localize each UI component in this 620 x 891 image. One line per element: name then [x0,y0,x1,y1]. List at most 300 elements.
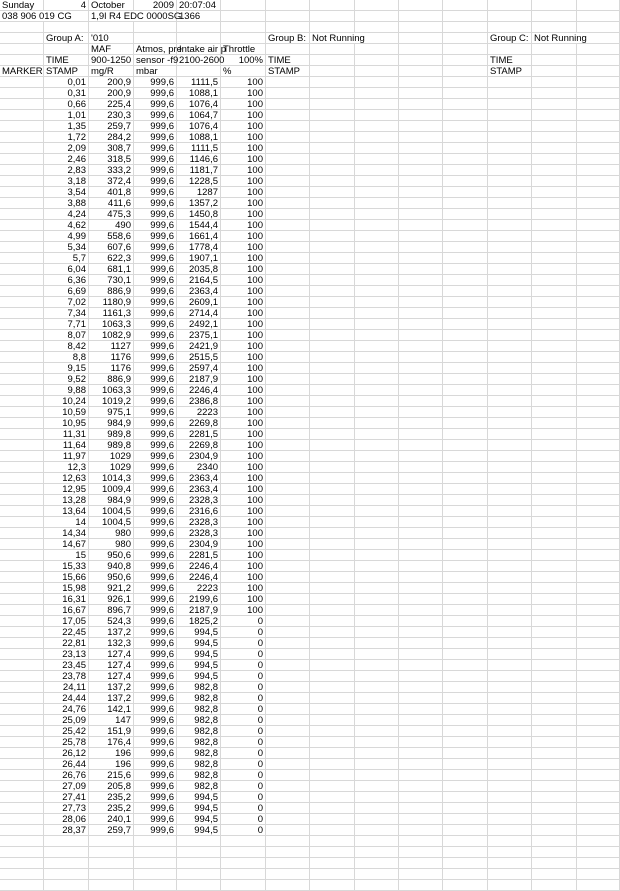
throttle-cell[interactable]: 100 [221,583,266,594]
timestamp-cell[interactable]: 5,34 [44,242,89,253]
empty-cell[interactable] [355,616,399,627]
maf-cell[interactable]: 1004,5 [89,517,134,528]
intake-range[interactable]: 2100-2600 [179,55,225,66]
empty-cell[interactable] [355,176,399,187]
empty-cell[interactable] [443,671,488,682]
empty-cell[interactable] [532,814,577,825]
empty-cell[interactable] [399,209,443,220]
timestamp-cell[interactable]: 4,24 [44,209,89,220]
atmos-cell[interactable]: 999,6 [134,374,177,385]
empty-cell[interactable] [443,154,488,165]
atmos-cell[interactable]: 999,6 [134,792,177,803]
empty-cell[interactable] [399,352,443,363]
empty-cell[interactable] [355,187,399,198]
atmos-cell[interactable]: 999,6 [134,583,177,594]
empty-cell[interactable] [443,176,488,187]
empty-cell[interactable] [355,11,399,22]
empty-cell[interactable] [532,583,577,594]
intake-cell[interactable]: 2515,5 [177,352,221,363]
marker-header[interactable]: MARKER [2,66,43,77]
atmos-cell[interactable]: 999,6 [134,99,177,110]
empty-cell[interactable] [577,583,620,594]
intake-cell[interactable]: 2714,4 [177,308,221,319]
empty-cell[interactable] [0,682,44,693]
intake-cell[interactable]: 982,8 [177,726,221,737]
empty-cell[interactable] [399,506,443,517]
empty-cell[interactable] [0,737,44,748]
timestamp-cell[interactable]: 10,59 [44,407,89,418]
empty-cell[interactable] [443,792,488,803]
maf-cell[interactable]: 886,9 [89,374,134,385]
throttle-cell[interactable]: 0 [221,726,266,737]
throttle-cell[interactable]: 100 [221,550,266,561]
throttle-cell[interactable]: 100 [221,154,266,165]
atmos-cell[interactable]: 999,6 [134,330,177,341]
empty-cell[interactable] [310,880,355,891]
atmos-cell[interactable]: 999,6 [134,220,177,231]
empty-cell[interactable] [0,792,44,803]
empty-cell[interactable] [266,330,310,341]
atmos-cell[interactable]: 999,6 [134,616,177,627]
empty-cell[interactable] [488,836,532,847]
empty-cell[interactable] [0,33,44,44]
timestamp-cell[interactable]: 15 [44,550,89,561]
empty-cell[interactable] [355,242,399,253]
empty-cell[interactable] [577,396,620,407]
atmos-cell[interactable]: 999,6 [134,825,177,836]
timestamp-cell[interactable]: 13,64 [44,506,89,517]
maf-cell[interactable]: 1029 [89,451,134,462]
empty-cell[interactable] [532,704,577,715]
atmos-cell[interactable]: 999,6 [134,88,177,99]
throttle-cell[interactable]: 100 [221,253,266,264]
empty-cell[interactable] [577,528,620,539]
maf-cell[interactable]: 176,4 [89,737,134,748]
empty-cell[interactable] [443,396,488,407]
empty-cell[interactable] [577,286,620,297]
empty-cell[interactable] [532,682,577,693]
empty-cell[interactable] [488,693,532,704]
empty-cell[interactable] [310,616,355,627]
timestamp-cell[interactable]: 5,7 [44,253,89,264]
empty-cell[interactable] [0,451,44,462]
empty-cell[interactable] [399,616,443,627]
timestamp-cell[interactable]: 23,13 [44,649,89,660]
empty-cell[interactable] [0,616,44,627]
throttle-cell[interactable]: 0 [221,693,266,704]
throttle-cell[interactable]: 100 [221,594,266,605]
empty-cell[interactable] [577,176,620,187]
empty-cell[interactable] [0,319,44,330]
empty-cell[interactable] [443,0,488,11]
empty-cell[interactable] [0,407,44,418]
empty-cell[interactable] [532,297,577,308]
throttle-cell[interactable]: 100 [221,286,266,297]
empty-cell[interactable] [577,440,620,451]
empty-cell[interactable] [355,495,399,506]
empty-cell[interactable] [310,517,355,528]
atmos-cell[interactable]: 999,6 [134,429,177,440]
maf-cell[interactable]: 259,7 [89,121,134,132]
empty-cell[interactable] [443,781,488,792]
empty-cell[interactable] [0,748,44,759]
empty-cell[interactable] [0,77,44,88]
empty-cell[interactable] [399,77,443,88]
empty-cell[interactable] [0,418,44,429]
empty-cell[interactable] [44,847,89,858]
empty-cell[interactable] [310,220,355,231]
empty-cell[interactable] [399,748,443,759]
empty-cell[interactable] [266,748,310,759]
atmos-cell[interactable]: 999,6 [134,682,177,693]
empty-cell[interactable] [266,539,310,550]
empty-cell[interactable] [577,352,620,363]
maf-cell[interactable]: 980 [89,539,134,550]
empty-cell[interactable] [577,627,620,638]
empty-cell[interactable] [399,220,443,231]
empty-cell[interactable] [266,715,310,726]
empty-cell[interactable] [532,220,577,231]
empty-cell[interactable] [310,528,355,539]
empty-cell[interactable] [399,22,443,33]
atmos-cell[interactable]: 999,6 [134,594,177,605]
atmos-cell[interactable]: 999,6 [134,660,177,671]
intake-cell[interactable]: 994,5 [177,825,221,836]
group-a-label[interactable]: Group A: [44,33,89,44]
empty-cell[interactable] [0,495,44,506]
intake-cell[interactable]: 2223 [177,407,221,418]
empty-cell[interactable] [532,198,577,209]
empty-cell[interactable] [443,462,488,473]
throttle-cell[interactable]: 100 [221,462,266,473]
empty-cell[interactable] [355,528,399,539]
empty-cell[interactable] [399,407,443,418]
empty-cell[interactable] [310,22,355,33]
timestamp-cell[interactable]: 12,63 [44,473,89,484]
throttle-cell[interactable]: 0 [221,704,266,715]
atmos-cell[interactable]: 999,6 [134,715,177,726]
empty-cell[interactable] [399,682,443,693]
empty-cell[interactable] [532,825,577,836]
empty-cell[interactable] [488,770,532,781]
empty-cell[interactable] [399,187,443,198]
intake-cell[interactable]: 994,5 [177,638,221,649]
empty-cell[interactable] [532,286,577,297]
atmos-cell[interactable]: 999,6 [134,726,177,737]
empty-cell[interactable] [399,308,443,319]
atmos-cell[interactable]: 999,6 [134,748,177,759]
empty-cell[interactable] [266,396,310,407]
empty-cell[interactable] [355,770,399,781]
empty-cell[interactable] [577,561,620,572]
atmos-cell[interactable]: 999,6 [134,572,177,583]
empty-cell[interactable] [0,308,44,319]
empty-cell[interactable] [577,462,620,473]
empty-cell[interactable] [488,704,532,715]
empty-cell[interactable] [577,825,620,836]
empty-cell[interactable] [443,407,488,418]
timestamp-cell[interactable]: 10,24 [44,396,89,407]
timestamp-cell[interactable]: 3,88 [44,198,89,209]
empty-cell[interactable] [0,528,44,539]
empty-cell[interactable] [310,385,355,396]
empty-cell[interactable] [0,22,44,33]
maf-cell[interactable]: 235,2 [89,803,134,814]
empty-cell[interactable] [488,341,532,352]
empty-cell[interactable] [399,649,443,660]
empty-cell[interactable] [0,638,44,649]
empty-cell[interactable] [399,99,443,110]
intake-cell[interactable]: 1064,7 [177,110,221,121]
empty-cell[interactable] [0,825,44,836]
empty-cell[interactable] [266,77,310,88]
maf-cell[interactable]: 127,4 [89,660,134,671]
empty-cell[interactable] [0,506,44,517]
maf-header[interactable]: MAF [89,44,134,55]
throttle-cell[interactable]: 100 [221,363,266,374]
intake-cell[interactable]: 994,5 [177,627,221,638]
empty-cell[interactable] [310,77,355,88]
empty-cell[interactable] [310,858,355,869]
empty-cell[interactable] [266,770,310,781]
empty-cell[interactable] [443,198,488,209]
empty-cell[interactable] [310,374,355,385]
empty-cell[interactable] [0,858,44,869]
maf-cell[interactable]: 1004,5 [89,506,134,517]
atmos-cell[interactable]: 999,6 [134,517,177,528]
empty-cell[interactable] [488,473,532,484]
empty-cell[interactable] [577,385,620,396]
intake-cell[interactable]: 2386,8 [177,396,221,407]
empty-cell[interactable] [355,132,399,143]
intake-cell[interactable]: 2199,6 [177,594,221,605]
empty-cell[interactable] [399,781,443,792]
empty-cell[interactable] [310,594,355,605]
empty-cell[interactable] [89,869,134,880]
empty-cell[interactable] [488,143,532,154]
empty-cell[interactable] [0,341,44,352]
empty-cell[interactable] [577,253,620,264]
intake-cell[interactable]: 1287 [177,187,221,198]
empty-cell[interactable] [488,451,532,462]
empty-cell[interactable] [0,660,44,671]
empty-cell[interactable] [44,880,89,891]
empty-cell[interactable] [488,363,532,374]
empty-cell[interactable] [443,682,488,693]
empty-cell[interactable] [310,44,355,55]
empty-cell[interactable] [399,495,443,506]
empty-cell[interactable] [443,638,488,649]
empty-cell[interactable] [577,187,620,198]
empty-cell[interactable] [443,99,488,110]
empty-cell[interactable] [399,737,443,748]
empty-cell[interactable] [355,781,399,792]
empty-cell[interactable] [0,781,44,792]
maf-cell[interactable]: 681,1 [89,264,134,275]
throttle-cell[interactable]: 100 [221,396,266,407]
empty-cell[interactable] [532,275,577,286]
intake-cell[interactable]: 1228,5 [177,176,221,187]
maf-range[interactable]: 900-1250 [89,55,134,66]
intake-cell[interactable]: 2269,8 [177,440,221,451]
empty-cell[interactable] [266,649,310,660]
empty-cell[interactable] [488,462,532,473]
timestamp-cell[interactable]: 8,8 [44,352,89,363]
empty-cell[interactable] [488,352,532,363]
empty-cell[interactable] [488,616,532,627]
empty-cell[interactable] [355,209,399,220]
atmos-cell[interactable]: 999,6 [134,407,177,418]
throttle-cell[interactable]: 100 [221,99,266,110]
empty-cell[interactable] [310,759,355,770]
empty-cell[interactable] [443,484,488,495]
empty-cell[interactable] [355,473,399,484]
empty-cell[interactable] [488,726,532,737]
empty-cell[interactable] [310,627,355,638]
empty-cell[interactable] [310,275,355,286]
empty-cell[interactable] [355,220,399,231]
empty-cell[interactable] [399,396,443,407]
timestamp-cell[interactable]: 15,33 [44,561,89,572]
atmos-cell[interactable]: 999,6 [134,341,177,352]
empty-cell[interactable] [310,462,355,473]
empty-cell[interactable] [443,594,488,605]
empty-cell[interactable] [310,55,355,66]
intake-cell[interactable]: 982,8 [177,748,221,759]
empty-cell[interactable] [532,99,577,110]
empty-cell[interactable] [310,418,355,429]
empty-cell[interactable] [355,605,399,616]
empty-cell[interactable] [577,616,620,627]
atmos-cell[interactable]: 999,6 [134,187,177,198]
empty-cell[interactable] [310,330,355,341]
empty-cell[interactable] [0,209,44,220]
empty-cell[interactable] [266,594,310,605]
atmos-cell[interactable]: 999,6 [134,803,177,814]
empty-cell[interactable] [532,363,577,374]
atmos-cell[interactable]: 999,6 [134,418,177,429]
empty-cell[interactable] [399,363,443,374]
maf-cell[interactable]: 1063,3 [89,319,134,330]
empty-cell[interactable] [399,671,443,682]
timestamp-cell[interactable]: 26,76 [44,770,89,781]
timestamp-cell[interactable]: 13,28 [44,495,89,506]
throttle-unit[interactable]: % [221,66,266,77]
intake-cell[interactable]: 1181,7 [177,165,221,176]
maf-cell[interactable]: 921,2 [89,583,134,594]
empty-cell[interactable] [488,187,532,198]
intake-cell[interactable]: 2246,4 [177,561,221,572]
empty-cell[interactable] [577,759,620,770]
empty-cell[interactable] [532,253,577,264]
software-code-cell[interactable]: 1366 [177,11,221,22]
empty-cell[interactable] [577,99,620,110]
throttle-cell[interactable]: 100 [221,561,266,572]
throttle-cell[interactable]: 100 [221,451,266,462]
throttle-cell[interactable]: 100 [221,187,266,198]
empty-cell[interactable] [266,121,310,132]
empty-cell[interactable] [488,847,532,858]
maf-cell[interactable]: 308,7 [89,143,134,154]
empty-cell[interactable] [488,759,532,770]
empty-cell[interactable] [355,286,399,297]
empty-cell[interactable] [0,693,44,704]
empty-cell[interactable] [577,209,620,220]
atmos-cell[interactable]: 999,6 [134,759,177,770]
maf-cell[interactable]: 980 [89,528,134,539]
maf-cell[interactable]: 196 [89,759,134,770]
empty-cell[interactable] [443,143,488,154]
empty-cell[interactable] [443,187,488,198]
empty-cell[interactable] [0,649,44,660]
throttle-cell[interactable]: 100 [221,484,266,495]
empty-cell[interactable] [488,242,532,253]
empty-cell[interactable] [399,770,443,781]
empty-cell[interactable] [443,451,488,462]
timestamp-cell[interactable]: 0,66 [44,99,89,110]
empty-cell[interactable] [0,363,44,374]
empty-cell[interactable] [443,374,488,385]
atmos-cell[interactable]: 999,6 [134,231,177,242]
maf-cell[interactable]: 1127 [89,341,134,352]
empty-cell[interactable] [399,759,443,770]
intake-cell[interactable]: 1076,4 [177,99,221,110]
timestamp-cell[interactable]: 8,07 [44,330,89,341]
empty-cell[interactable] [488,297,532,308]
empty-cell[interactable] [310,66,355,77]
empty-cell[interactable] [488,77,532,88]
empty-cell[interactable] [532,55,577,66]
empty-cell[interactable] [399,330,443,341]
group-c-stamp-header[interactable]: STAMP [488,66,532,77]
throttle-cell[interactable]: 100 [221,407,266,418]
empty-cell[interactable] [310,264,355,275]
empty-cell[interactable] [532,495,577,506]
empty-cell[interactable] [221,880,266,891]
empty-cell[interactable] [310,803,355,814]
intake-cell[interactable]: 2492,1 [177,319,221,330]
empty-cell[interactable] [310,363,355,374]
empty-cell[interactable] [399,836,443,847]
empty-cell[interactable] [310,484,355,495]
empty-cell[interactable] [399,638,443,649]
empty-cell[interactable] [443,264,488,275]
empty-cell[interactable] [488,858,532,869]
empty-cell[interactable] [0,770,44,781]
empty-cell[interactable] [399,275,443,286]
empty-cell[interactable] [266,583,310,594]
throttle-cell[interactable]: 100 [221,418,266,429]
empty-cell[interactable] [577,594,620,605]
throttle-cell[interactable]: 0 [221,781,266,792]
empty-cell[interactable] [532,792,577,803]
empty-cell[interactable] [399,110,443,121]
atmos-header[interactable]: Atmos, pre [136,44,182,55]
throttle-cell[interactable]: 0 [221,616,266,627]
maf-cell[interactable]: 524,3 [89,616,134,627]
empty-cell[interactable] [0,715,44,726]
intake-cell[interactable]: 1661,4 [177,231,221,242]
empty-cell[interactable] [310,165,355,176]
empty-cell[interactable] [0,187,44,198]
maf-cell[interactable]: 1019,2 [89,396,134,407]
empty-cell[interactable] [532,880,577,891]
empty-cell[interactable] [310,792,355,803]
empty-cell[interactable] [310,781,355,792]
empty-cell[interactable] [266,825,310,836]
maf-cell[interactable]: 127,4 [89,649,134,660]
empty-cell[interactable] [443,231,488,242]
